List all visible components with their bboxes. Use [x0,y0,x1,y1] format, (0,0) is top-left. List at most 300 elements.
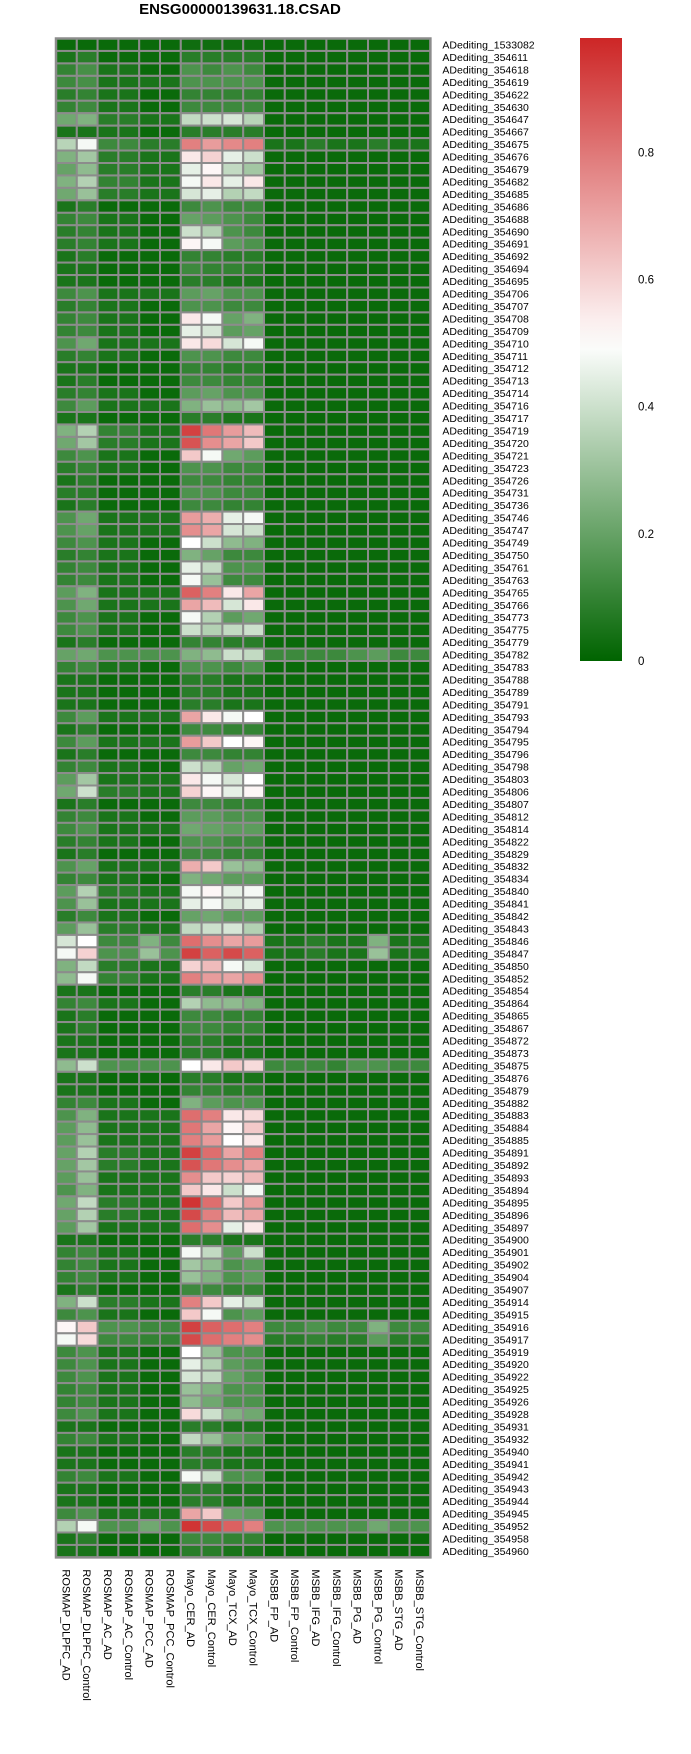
heatmap-cell [410,63,431,75]
heatmap-cell [306,1035,327,1047]
heatmap-cell [139,1234,160,1246]
heatmap-cell [243,288,264,300]
heatmap-cell [222,312,243,324]
heatmap-cell [368,1383,389,1395]
heatmap-cell [410,1035,431,1047]
heatmap-cell [98,76,119,88]
row-label: ADediting_354942 [442,1471,529,1484]
row-label: ADediting_354882 [442,1097,529,1110]
heatmap-cell [222,1408,243,1420]
heatmap-cell [243,972,264,984]
colorbar-tick-label: 0.6 [638,274,654,287]
heatmap-cell [77,213,98,225]
heatmap-cell [326,1383,347,1395]
heatmap-cell [181,487,202,499]
heatmap-cell [264,1059,285,1071]
heatmap-cell [326,773,347,785]
heatmap-cell [368,63,389,75]
heatmap-cell [264,723,285,735]
heatmap-cell [118,312,139,324]
heatmap-cell [264,985,285,997]
heatmap-cell [264,736,285,748]
heatmap-cell [181,51,202,63]
heatmap-cell [56,761,77,773]
heatmap-cell [118,1533,139,1545]
row-label: ADediting_354884 [442,1122,529,1135]
heatmap-cell [98,275,119,287]
heatmap-cell [139,1047,160,1059]
heatmap-cell [410,972,431,984]
heatmap-cell [368,673,389,685]
heatmap-cell [139,288,160,300]
heatmap-cell [285,1333,306,1345]
heatmap-cell [202,773,223,785]
row-label: ADediting_354618 [442,64,529,77]
heatmap-cell [56,1059,77,1071]
heatmap-cell [285,1284,306,1296]
heatmap-cell [368,898,389,910]
heatmap-cell [347,412,368,424]
heatmap-cell [410,449,431,461]
heatmap-cell [306,935,327,947]
heatmap-cell [160,151,181,163]
heatmap-cell [160,225,181,237]
heatmap-cell [160,773,181,785]
heatmap-cell [160,250,181,262]
heatmap-cell [243,1408,264,1420]
heatmap-cell [347,922,368,934]
heatmap-cell [118,810,139,822]
heatmap-cell [243,1296,264,1308]
heatmap-cell [98,1022,119,1034]
heatmap-cell [222,151,243,163]
heatmap-cell [118,63,139,75]
heatmap-cell [285,898,306,910]
heatmap-cell [181,1533,202,1545]
heatmap-cell [222,63,243,75]
heatmap-cell [98,997,119,1009]
heatmap-cell [368,1433,389,1445]
heatmap-cell [243,636,264,648]
heatmap-cell [202,1458,223,1470]
heatmap-cell [326,947,347,959]
heatmap-cell [285,972,306,984]
heatmap-cell [202,1184,223,1196]
heatmap-cell [410,947,431,959]
heatmap-cell [326,898,347,910]
heatmap-cell [410,1234,431,1246]
heatmap-cell [139,163,160,175]
heatmap-cell [98,151,119,163]
heatmap-cell [160,263,181,275]
heatmap-cell [368,213,389,225]
heatmap-cell [264,1483,285,1495]
heatmap-cell [160,1371,181,1383]
heatmap-cell [202,1109,223,1121]
heatmap-cell [181,761,202,773]
heatmap-cell [77,1396,98,1408]
heatmap-cell [347,362,368,374]
heatmap-cell [202,698,223,710]
heatmap-cell [77,1346,98,1358]
heatmap-cell [306,524,327,536]
heatmap-cell [77,823,98,835]
heatmap-cell [306,437,327,449]
heatmap-cell [56,574,77,586]
heatmap-cell [181,225,202,237]
heatmap-cell [285,1420,306,1432]
heatmap-cell [285,686,306,698]
heatmap-cell [347,512,368,524]
heatmap-cell [264,1408,285,1420]
heatmap-cell [389,101,410,113]
heatmap-cell [77,238,98,250]
heatmap-cell [222,263,243,275]
heatmap-cell [181,113,202,125]
heatmap-cell [202,761,223,773]
heatmap-cell [56,1246,77,1258]
heatmap-cell [264,487,285,499]
heatmap-cell [243,997,264,1009]
heatmap-cell [285,1458,306,1470]
heatmap-cell [410,586,431,598]
heatmap-cell [56,898,77,910]
heatmap-cell [202,649,223,661]
heatmap-cell [139,1122,160,1134]
heatmap-cell [77,748,98,760]
heatmap-cell [306,499,327,511]
heatmap-cell [410,1259,431,1271]
heatmap-cell [410,798,431,810]
heatmap-cell [98,611,119,623]
heatmap-cell [389,1533,410,1545]
heatmap-cell [118,1420,139,1432]
heatmap-cell [181,138,202,150]
heatmap-cell [222,611,243,623]
heatmap-cell [160,810,181,822]
heatmap-cell [410,736,431,748]
heatmap-cell [181,1221,202,1233]
heatmap-cell [368,188,389,200]
heatmap-cell [285,848,306,860]
heatmap-cell [56,736,77,748]
heatmap-cell [118,412,139,424]
heatmap-cell [118,736,139,748]
heatmap-cell [410,748,431,760]
heatmap-cell [264,761,285,773]
heatmap-cell [202,947,223,959]
row-label: ADediting_354865 [442,1010,529,1023]
heatmap-cell [160,188,181,200]
heatmap-cell [389,1059,410,1071]
heatmap-cell [326,1209,347,1221]
heatmap-cell [285,1072,306,1084]
heatmap-cell [410,39,431,51]
heatmap-cell [160,175,181,187]
heatmap-cell [160,1010,181,1022]
heatmap-cell [160,462,181,474]
heatmap-cell [306,101,327,113]
heatmap-cell [264,1545,285,1557]
heatmap-cell [326,786,347,798]
row-label: ADediting_354893 [442,1172,529,1185]
heatmap-cell [264,1259,285,1271]
heatmap-cell [56,1171,77,1183]
heatmap-cell [243,499,264,511]
heatmap-cell [118,1333,139,1345]
heatmap-cell [77,412,98,424]
heatmap-cell [389,1159,410,1171]
heatmap-cell [98,200,119,212]
heatmap-cell [222,412,243,424]
heatmap-cell [285,960,306,972]
heatmap-cell [389,51,410,63]
heatmap-cell [202,1196,223,1208]
heatmap-cell [368,549,389,561]
heatmap-cell [410,499,431,511]
column-label: Mayo_TCX_Control [246,1569,259,1666]
heatmap-cell [56,1420,77,1432]
heatmap-cell [160,1147,181,1159]
heatmap-cell [264,599,285,611]
heatmap-cell [326,723,347,735]
heatmap-cell [264,1308,285,1320]
heatmap-cell [77,1259,98,1271]
heatmap-cell [243,1010,264,1022]
heatmap-cell [139,1271,160,1283]
row-label: ADediting_354749 [442,537,529,550]
heatmap-cell [306,88,327,100]
heatmap-cell [368,288,389,300]
heatmap-cell [56,960,77,972]
heatmap-cell [56,611,77,623]
heatmap-cell [410,1059,431,1071]
heatmap-cell [98,1433,119,1445]
heatmap-cell [222,1246,243,1258]
heatmap-cell [202,113,223,125]
heatmap-cell [139,1445,160,1457]
heatmap-cell [368,312,389,324]
heatmap-cell [306,1122,327,1134]
heatmap-cell [389,163,410,175]
heatmap-cell [160,387,181,399]
heatmap-cell [389,1084,410,1096]
heatmap-cell [285,624,306,636]
heatmap-cell [326,88,347,100]
heatmap-cell [347,163,368,175]
heatmap-cell [389,1047,410,1059]
heatmap-cell [243,101,264,113]
heatmap-cell [306,1159,327,1171]
heatmap-cell [347,1508,368,1520]
heatmap-cell [118,225,139,237]
heatmap-cell [264,1047,285,1059]
heatmap-cell [264,138,285,150]
heatmap-cell [326,138,347,150]
heatmap-cell [56,636,77,648]
heatmap-cell [347,126,368,138]
heatmap-cell [410,673,431,685]
heatmap-cell [389,1333,410,1345]
heatmap-cell [410,997,431,1009]
heatmap-cell [56,537,77,549]
heatmap-cell [160,711,181,723]
heatmap-cell [389,835,410,847]
heatmap-cell [389,661,410,673]
heatmap-cell [56,39,77,51]
heatmap-cell [285,798,306,810]
heatmap-cell [347,810,368,822]
heatmap-cell [181,1508,202,1520]
heatmap-cell [285,1545,306,1557]
heatmap-cell [160,1196,181,1208]
heatmap-cell [222,1483,243,1495]
heatmap-cell [222,599,243,611]
heatmap-cell [118,898,139,910]
heatmap-cell [306,1483,327,1495]
heatmap-cell [306,997,327,1009]
heatmap-cell [389,512,410,524]
heatmap-cell [243,611,264,623]
heatmap-cell [118,213,139,225]
heatmap-cell [77,1109,98,1121]
heatmap-cell [202,997,223,1009]
heatmap-cell [306,76,327,88]
heatmap-cell [118,1196,139,1208]
heatmap-cell [160,611,181,623]
heatmap-cell [77,1483,98,1495]
heatmap-cell [306,1408,327,1420]
heatmap-cell [326,487,347,499]
heatmap-cell [98,748,119,760]
heatmap-cell [326,1470,347,1482]
heatmap-cell [77,1333,98,1345]
heatmap-cell [181,275,202,287]
heatmap-cell [202,1483,223,1495]
heatmap-cell [368,636,389,648]
heatmap-cell [56,723,77,735]
heatmap-cell [347,711,368,723]
heatmap-cell [118,761,139,773]
heatmap-cell [118,1072,139,1084]
heatmap-cell [243,910,264,922]
heatmap-cell [368,462,389,474]
heatmap-cell [347,200,368,212]
heatmap-cell [98,1445,119,1457]
heatmap-cell [285,88,306,100]
heatmap-cell [410,1109,431,1121]
heatmap-cell [306,711,327,723]
heatmap-cell [118,163,139,175]
heatmap-cell [56,1271,77,1283]
heatmap-cell [77,250,98,262]
heatmap-cell [56,947,77,959]
heatmap-cell [139,499,160,511]
heatmap-cell [306,773,327,785]
heatmap-cell [202,337,223,349]
heatmap-cell [222,1420,243,1432]
heatmap-cell [347,1234,368,1246]
heatmap-cell [410,88,431,100]
heatmap-cell [368,972,389,984]
heatmap-cell [306,1234,327,1246]
heatmap-cell [56,561,77,573]
heatmap-cell [347,462,368,474]
heatmap-cell [202,910,223,922]
heatmap-cell [285,636,306,648]
heatmap-cell [410,1084,431,1096]
heatmap-cell [410,1458,431,1470]
heatmap-cell [326,449,347,461]
heatmap-cell [306,1296,327,1308]
heatmap-cell [347,1408,368,1420]
heatmap-cell [410,636,431,648]
heatmap-cell [347,1171,368,1183]
heatmap-cell [347,1122,368,1134]
heatmap-cell [56,325,77,337]
heatmap-cell [77,88,98,100]
heatmap-cell [285,574,306,586]
heatmap-cell [160,113,181,125]
heatmap-cell [410,711,431,723]
heatmap-cell [98,39,119,51]
column-label: ROSMAP_PCC_Control [163,1569,176,1688]
heatmap-cell [410,761,431,773]
heatmap-cell [306,1171,327,1183]
heatmap-cell [389,337,410,349]
heatmap-cell [202,138,223,150]
heatmap-cell [181,1010,202,1022]
heatmap-cell [77,711,98,723]
heatmap-cell [264,960,285,972]
heatmap-cell [118,586,139,598]
heatmap-cell [243,1035,264,1047]
heatmap-cell [306,337,327,349]
heatmap-cell [160,661,181,673]
heatmap-cell [202,860,223,872]
heatmap-cell [56,773,77,785]
heatmap-cell [77,761,98,773]
heatmap-cell [389,1308,410,1320]
heatmap-cell [306,51,327,63]
heatmap-cell [77,736,98,748]
heatmap-cell [389,1545,410,1557]
heatmap-cell [77,786,98,798]
heatmap-cell [56,437,77,449]
heatmap-cell [181,462,202,474]
heatmap-cell [326,673,347,685]
heatmap-cell [139,1097,160,1109]
heatmap-cell [326,885,347,897]
heatmap-cell [202,387,223,399]
heatmap-cell [56,673,77,685]
heatmap-cell [285,1122,306,1134]
row-label: ADediting_354883 [442,1110,529,1123]
heatmap-cell [243,437,264,449]
heatmap-cell [389,1296,410,1308]
heatmap-cell [139,39,160,51]
heatmap-cell [98,574,119,586]
heatmap-cell [98,1147,119,1159]
heatmap-cell [118,350,139,362]
heatmap-cell [181,1333,202,1345]
heatmap-cell [98,1284,119,1296]
row-label: ADediting_354873 [442,1047,529,1060]
row-label: ADediting_354840 [442,886,529,899]
heatmap-cell [77,1171,98,1183]
heatmap-cell [118,51,139,63]
heatmap-cell [243,337,264,349]
